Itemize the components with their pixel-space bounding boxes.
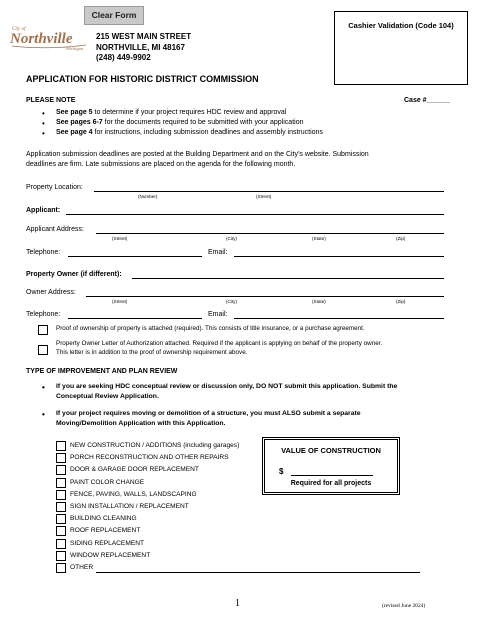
svg-text:City of: City of bbox=[12, 27, 26, 32]
page-title: APPLICATION FOR HISTORIC DISTRICT COMMISSION bbox=[26, 74, 259, 84]
improvement-option-label: BUILDING CLEANING bbox=[70, 515, 137, 523]
telephone-label: Telephone: bbox=[26, 249, 61, 256]
improvement-option-label: NEW CONSTRUCTION / ADDITIONS (including garages) bbox=[70, 442, 240, 449]
owner-address-field[interactable] bbox=[86, 296, 444, 297]
improvement-option-checkbox[interactable] bbox=[56, 490, 66, 500]
note-bullet-1: • See page 5 to determine if your project requires HDC review and approval bbox=[56, 109, 286, 116]
improvement-option-label: PAINT COLOR CHANGE bbox=[70, 478, 145, 486]
property-owner-field[interactable] bbox=[132, 278, 444, 279]
property-owner-label: Property Owner (if different): bbox=[26, 271, 122, 278]
street-caption: (Street) bbox=[256, 194, 272, 199]
case-number-label: Case #______ bbox=[404, 97, 450, 104]
cashier-validation-label: Cashier Validation (Code 104) bbox=[348, 21, 454, 30]
note-bullet-3: • See page 4 for instructions, including submission deadlines and assembly instructions bbox=[56, 129, 323, 136]
applicant-zip-caption: (Zip) bbox=[396, 236, 406, 241]
improvement-option-label: DOOR & GARAGE DOOR REPLACEMENT bbox=[70, 466, 199, 474]
address-phone: (248) 449-9902 bbox=[96, 53, 151, 62]
email-field[interactable] bbox=[234, 256, 444, 257]
owner-city-caption: (City) bbox=[226, 299, 237, 304]
improvement-option-checkbox[interactable] bbox=[56, 563, 66, 573]
improvement-option-checkbox[interactable] bbox=[56, 453, 66, 463]
note-bullet-2: • See pages 6-7 for the documents required to be submitted with your application bbox=[56, 119, 303, 126]
improvement-option-label: FENCE, PAVING, WALLS, LANDSCAPING bbox=[70, 490, 197, 498]
owner-email-field[interactable] bbox=[234, 318, 444, 319]
northville-logo-icon bbox=[8, 22, 92, 52]
authorization-checkbox[interactable] bbox=[38, 345, 48, 355]
improvement-option-checkbox[interactable] bbox=[56, 441, 66, 451]
improvement-option-checkbox[interactable] bbox=[56, 551, 66, 561]
other-field[interactable] bbox=[96, 572, 420, 573]
applicant-state-caption: (State) bbox=[312, 236, 326, 241]
telephone-field[interactable] bbox=[68, 256, 202, 257]
please-note-heading: PLEASE NOTE bbox=[26, 97, 76, 104]
revised-date: (revised June 2024) bbox=[382, 603, 426, 609]
applicant-address-field[interactable] bbox=[96, 233, 444, 234]
improvement-option-checkbox[interactable] bbox=[56, 514, 66, 524]
city-address bbox=[96, 32, 191, 64]
improvement-option-checkbox[interactable] bbox=[56, 502, 66, 512]
applicant-city-caption: (City) bbox=[226, 236, 237, 241]
value-of-construction-box bbox=[262, 437, 400, 495]
improvement-option-label: SIDING REPLACEMENT bbox=[70, 539, 145, 547]
improvement-option-label: WINDOW REPLACEMENT bbox=[70, 551, 151, 559]
page-number: 1 bbox=[235, 598, 240, 609]
applicant-address-label: Applicant Address: bbox=[26, 226, 84, 233]
improvement-option-label: ROOF REPLACEMENT bbox=[70, 527, 141, 535]
improvement-option-checkbox[interactable] bbox=[56, 526, 66, 536]
cashier-validation-box bbox=[334, 11, 468, 85]
improvement-option-label: OTHER bbox=[70, 564, 94, 571]
owner-address-label: Owner Address: bbox=[26, 289, 76, 296]
number-caption: (Number) bbox=[138, 194, 158, 199]
conceptual-review-note: • If you are seeking HDC conceptual review or discussion only, DO NOT submit this application. Submit the Conceptual Review Application. bbox=[56, 383, 397, 400]
authorization-label-2: This letter is in addition to the proof of ownership requirement above. bbox=[56, 349, 248, 356]
svg-text:Michigan: Michigan bbox=[66, 46, 84, 51]
improvement-option-label: SIGN INSTALLATION / REPLACEMENT bbox=[70, 503, 189, 510]
proof-ownership-label: Proof of ownership of property is attached (required). This consists of title insurance, or a purchase agreement. bbox=[56, 325, 365, 332]
address-city: NORTHVILLE, MI 48167 bbox=[96, 42, 185, 52]
value-required-note: Required for all projects bbox=[290, 480, 372, 487]
applicant-street-caption: (Street) bbox=[112, 236, 128, 241]
improvement-option-checkbox[interactable] bbox=[56, 465, 66, 475]
improvement-heading: TYPE OF IMPROVEMENT AND PLAN REVIEW bbox=[26, 368, 178, 375]
clear-form-button[interactable]: Clear Form bbox=[84, 6, 144, 25]
applicant-label: Applicant: bbox=[26, 207, 61, 214]
improvement-option-checkbox[interactable] bbox=[56, 539, 66, 549]
owner-telephone-field[interactable] bbox=[68, 318, 202, 319]
svg-text:Northville: Northville bbox=[10, 31, 73, 47]
property-location-field[interactable] bbox=[94, 191, 444, 192]
applicant-field[interactable] bbox=[66, 214, 444, 215]
demolition-note: • If your project requires moving or demolition of a structure, you must ALSO submit a separate Moving/Demolition Application with this Application. bbox=[56, 410, 361, 427]
improvement-option-label: PORCH RECONSTRUCTION AND OTHER REPAIRS bbox=[70, 454, 229, 462]
property-location-label: Property Location: bbox=[26, 184, 83, 191]
city-logo bbox=[8, 22, 92, 52]
owner-street-caption: (Street) bbox=[112, 299, 128, 304]
authorization-label-1: Property Owner Letter of Authorization attached. Required if the applicant is applying on behalf of the property owner. bbox=[56, 340, 383, 347]
email-label: Email: bbox=[208, 249, 228, 256]
owner-telephone-label: Telephone: bbox=[26, 311, 61, 318]
proof-ownership-checkbox[interactable] bbox=[38, 325, 48, 335]
value-field[interactable] bbox=[291, 475, 373, 476]
owner-email-label: Email: bbox=[208, 311, 228, 318]
owner-state-caption: (State) bbox=[312, 299, 326, 304]
deadlines-line-1: Application submission deadlines are posted at the Building Department and on the City’s website. Submission bbox=[26, 151, 369, 158]
deadlines-line-2: deadlines are firm. Late submissions are placed on the agenda for the following month. bbox=[26, 161, 296, 168]
owner-zip-caption: (Zip) bbox=[396, 299, 406, 304]
value-dollar-sign: $ bbox=[279, 467, 284, 476]
value-box-title: VALUE OF CONSTRUCTION bbox=[281, 446, 381, 455]
address-street: 215 WEST MAIN STREET bbox=[96, 32, 192, 41]
improvement-option-checkbox[interactable] bbox=[56, 478, 66, 488]
